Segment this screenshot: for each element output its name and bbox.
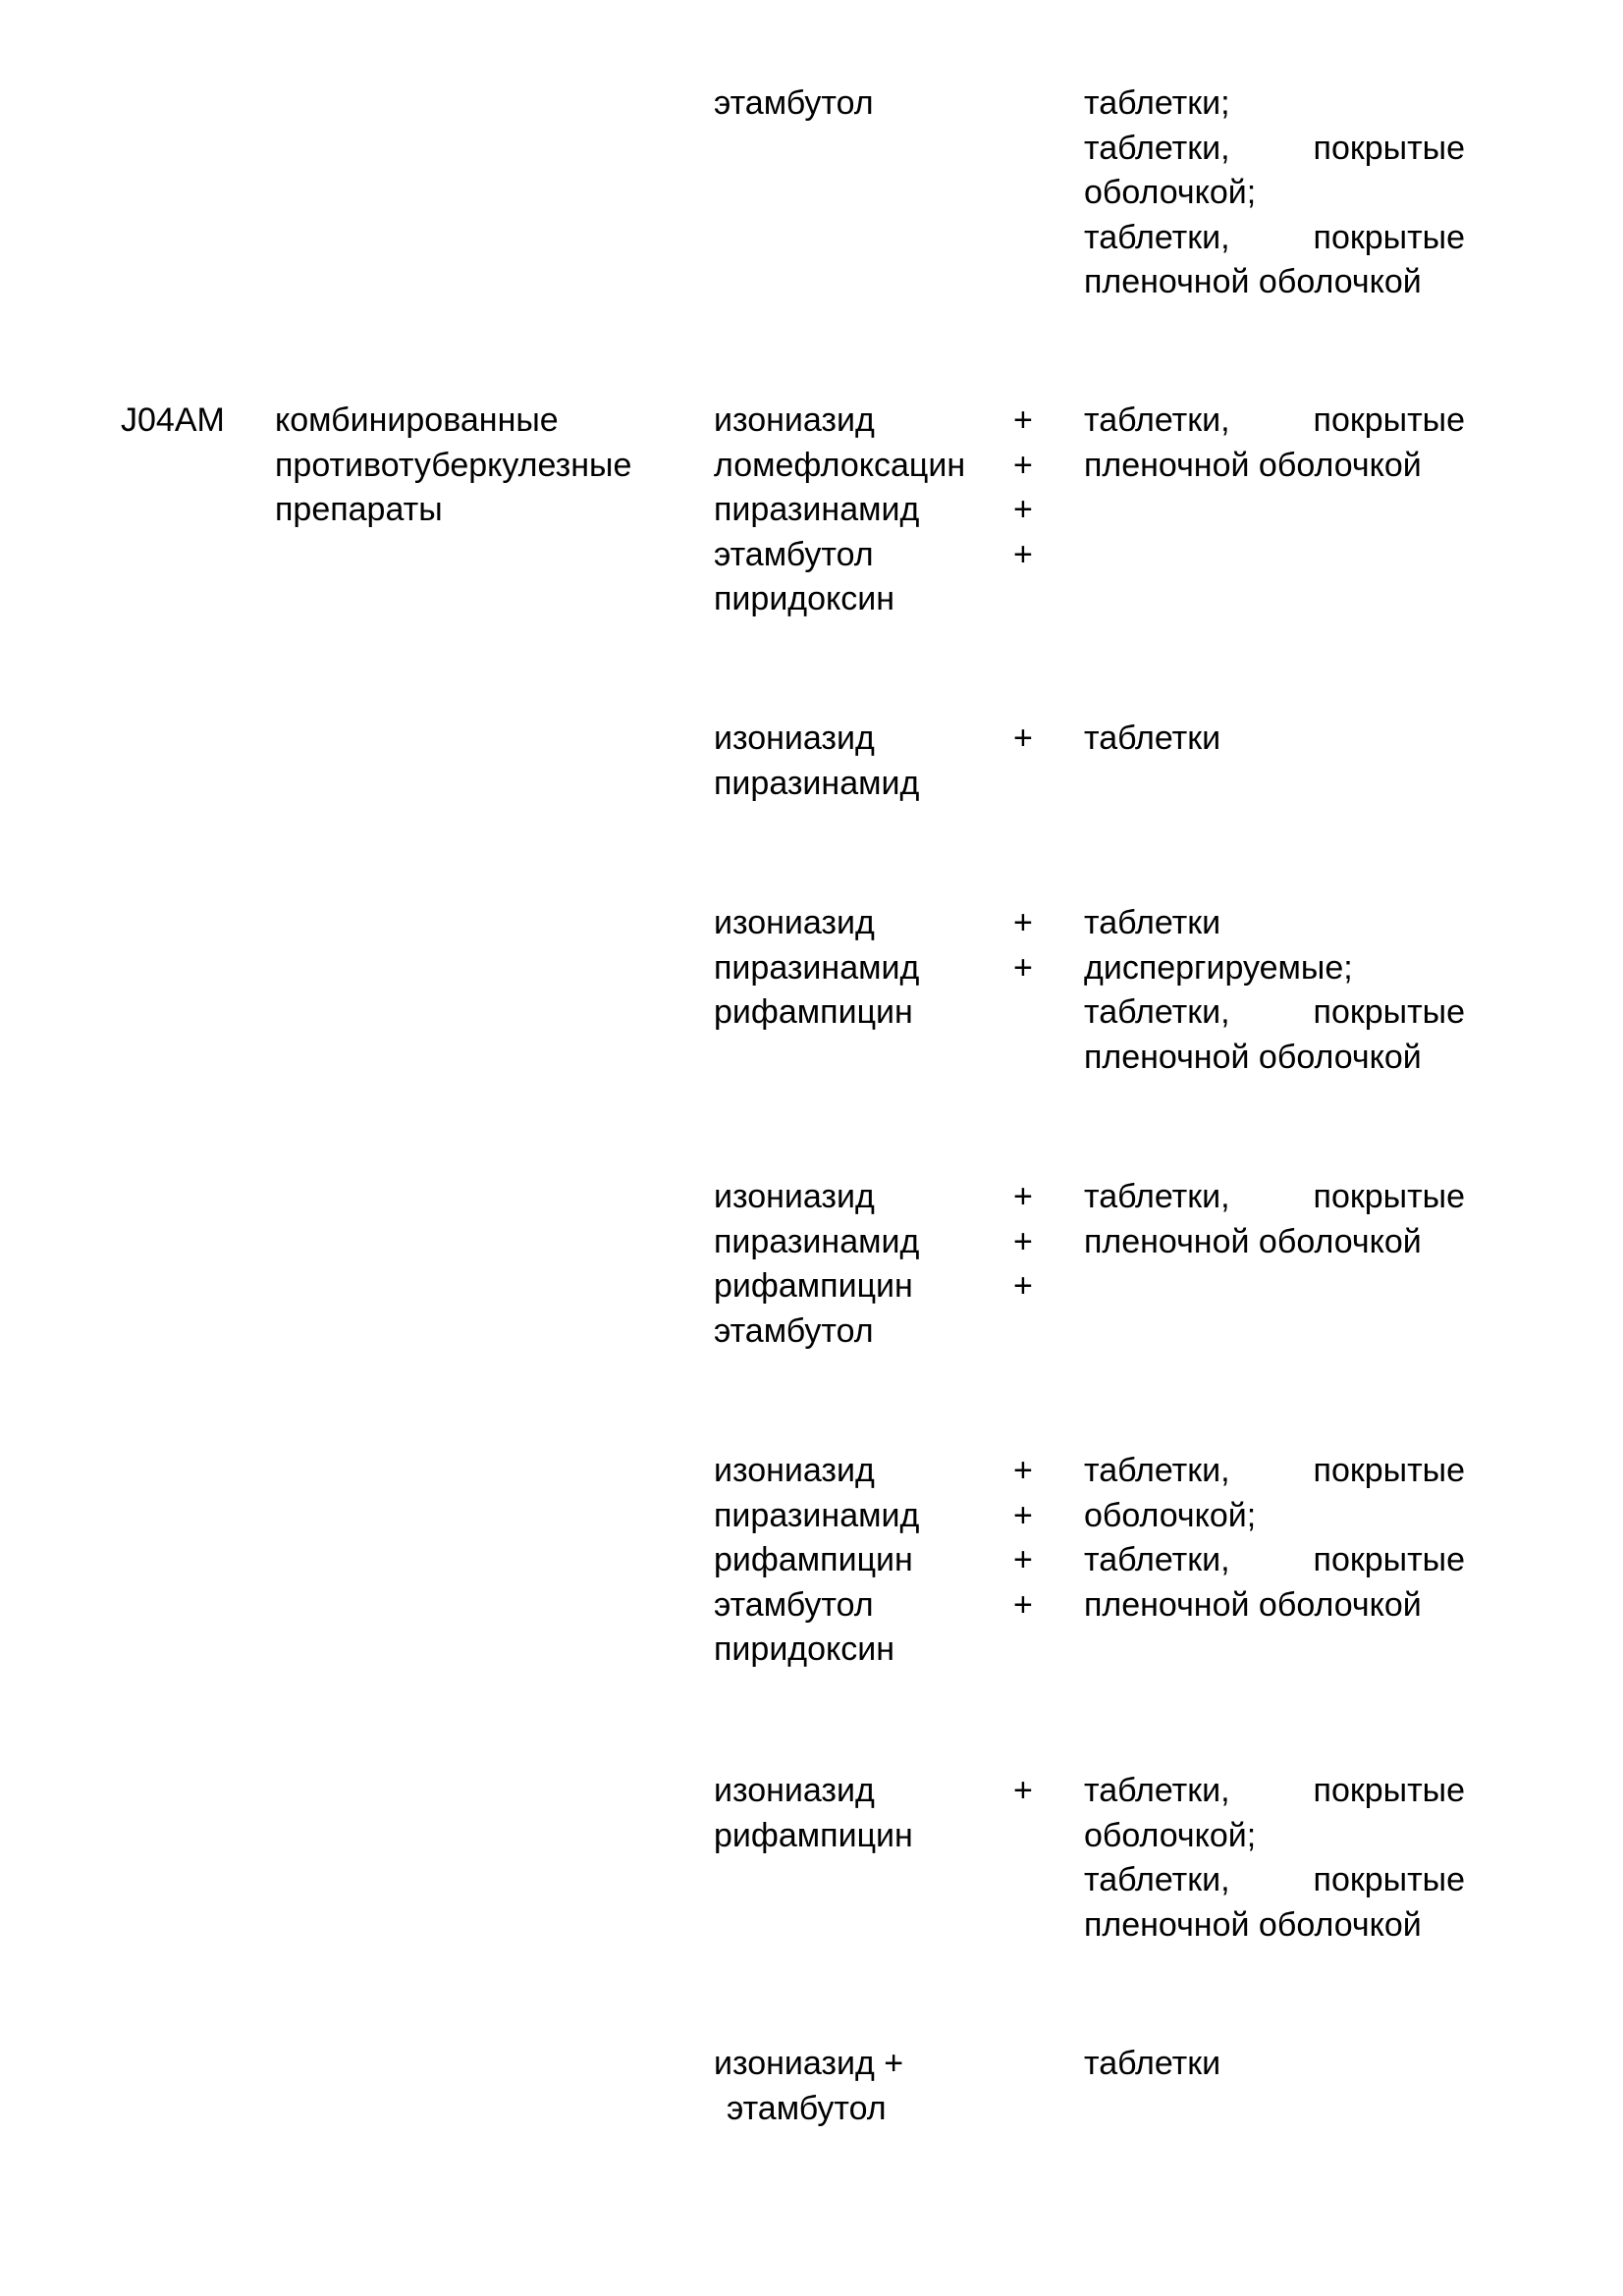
plus-column (1013, 1769, 1043, 1814)
atc-code: J04AM (121, 401, 225, 439)
plus-column (1013, 399, 1043, 577)
form-line: пленочной оболочкой (1084, 446, 1422, 484)
dosage-form-cell (1084, 81, 1465, 305)
plus-sign: + (1013, 1772, 1033, 1809)
inn-line: пиразинамид (714, 764, 920, 802)
dosage-form-cell (1084, 1769, 1465, 1948)
plus-sign: + (1013, 1496, 1033, 1534)
inn-line: пиразинамид (714, 1496, 920, 1534)
inn-line: изониазид (714, 904, 875, 941)
inn-line: изониазид (714, 1452, 875, 1489)
inn-line: рифампицин (714, 1816, 913, 1854)
plus-sign: + (1013, 948, 1033, 987)
plus-column (1013, 1175, 1043, 1309)
inn-cell (714, 1175, 999, 1354)
dosage-form-cell (1084, 399, 1465, 488)
dosage-form-cell (1084, 901, 1465, 1080)
form-line: таблетки (1084, 720, 1221, 757)
inn-cell (714, 1769, 999, 1858)
plus-sign: + (1013, 1267, 1033, 1305)
inn-line: изониазид + (714, 2045, 904, 2082)
form-line: таблетки, покрытые (1084, 1178, 1465, 1215)
inn-line: этамбутол (727, 2089, 887, 2127)
inn-line: рифампицин (714, 993, 913, 1031)
form-line: оболочкой; (1084, 1496, 1257, 1534)
form-line: таблетки, покрытые (1084, 218, 1465, 256)
inn-cell (714, 399, 999, 622)
inn-line: пиразинамид (714, 491, 920, 528)
inn-cell (714, 81, 999, 127)
dosage-form-cell (1084, 1449, 1465, 1628)
form-line: диспергируемые; (1084, 948, 1353, 987)
inn-line: пиразинамид (714, 1222, 920, 1260)
form-line: пленочной оболочкой (1084, 1038, 1422, 1076)
plus-sign: + (1013, 446, 1033, 484)
form-line: таблетки; (1084, 84, 1230, 122)
plus-sign: + (1013, 1452, 1033, 1489)
inn-line: изониазид (714, 401, 875, 439)
plus-sign: + (1013, 1541, 1033, 1578)
dosage-form-cell (1084, 2042, 1465, 2087)
form-line: таблетки, покрытые (1084, 1452, 1465, 1489)
group-line: препараты (275, 491, 443, 528)
plus-column (1013, 1449, 1043, 1628)
plus-sign: + (1013, 720, 1033, 757)
plus-sign: + (1013, 1222, 1033, 1260)
plus-sign: + (1013, 401, 1033, 439)
inn-line: этамбутол (714, 1585, 874, 1624)
plus-column (1013, 901, 1043, 990)
inn-line: пиразинамид (714, 948, 920, 987)
inn-line: рифампицин (714, 1267, 913, 1305)
inn-line: этамбутол (714, 1311, 874, 1350)
form-line: таблетки (1084, 2045, 1221, 2082)
inn-line: пиридоксин (714, 580, 895, 617)
form-line: таблетки (1084, 904, 1221, 941)
inn-cell (714, 1449, 999, 1673)
form-line: таблетки, покрытые (1084, 129, 1465, 167)
plus-sign: + (1013, 535, 1033, 573)
form-line: таблетки, покрытые (1084, 1861, 1465, 1898)
dosage-form-cell (1084, 717, 1465, 762)
form-line: таблетки, покрытые (1084, 1541, 1465, 1578)
form-line: оболочкой; (1084, 1816, 1257, 1854)
inn-line: изониазид (714, 1178, 875, 1215)
atc-code-cell (121, 399, 258, 444)
form-line: пленочной оболочкой (1084, 1585, 1422, 1624)
group-line: противотуберкулезные (275, 446, 632, 484)
form-line: таблетки, покрытые (1084, 1772, 1465, 1809)
form-line: таблетки, покрытые (1084, 401, 1465, 439)
plus-sign: + (1013, 904, 1033, 941)
plus-sign: + (1013, 1585, 1033, 1624)
inn-line: этамбутол (714, 84, 874, 122)
inn-cell (714, 901, 999, 1036)
form-line: пленочной оболочкой (1084, 1905, 1422, 1944)
group-line: комбинированные (275, 401, 559, 439)
dosage-form-cell (1084, 1175, 1465, 1264)
form-line: пленочной оболочкой (1084, 263, 1422, 300)
inn-line: этамбутол (714, 535, 874, 573)
inn-line: рифампицин (714, 1541, 913, 1578)
anatomical-group-cell (275, 399, 687, 533)
inn-line: изониазид (714, 1772, 875, 1809)
plus-sign: + (1013, 491, 1033, 528)
inn-cell (714, 717, 999, 806)
inn-line: ломефлоксацин (714, 446, 966, 484)
form-line: оболочкой; (1084, 174, 1257, 211)
inn-line: изониазид (714, 720, 875, 757)
inn-line: пиридоксин (714, 1630, 895, 1668)
inn-cell (714, 2042, 999, 2131)
form-line: таблетки, покрытые (1084, 993, 1465, 1031)
plus-sign: + (1013, 1178, 1033, 1215)
form-line: пленочной оболочкой (1084, 1222, 1422, 1260)
plus-column (1013, 717, 1043, 762)
